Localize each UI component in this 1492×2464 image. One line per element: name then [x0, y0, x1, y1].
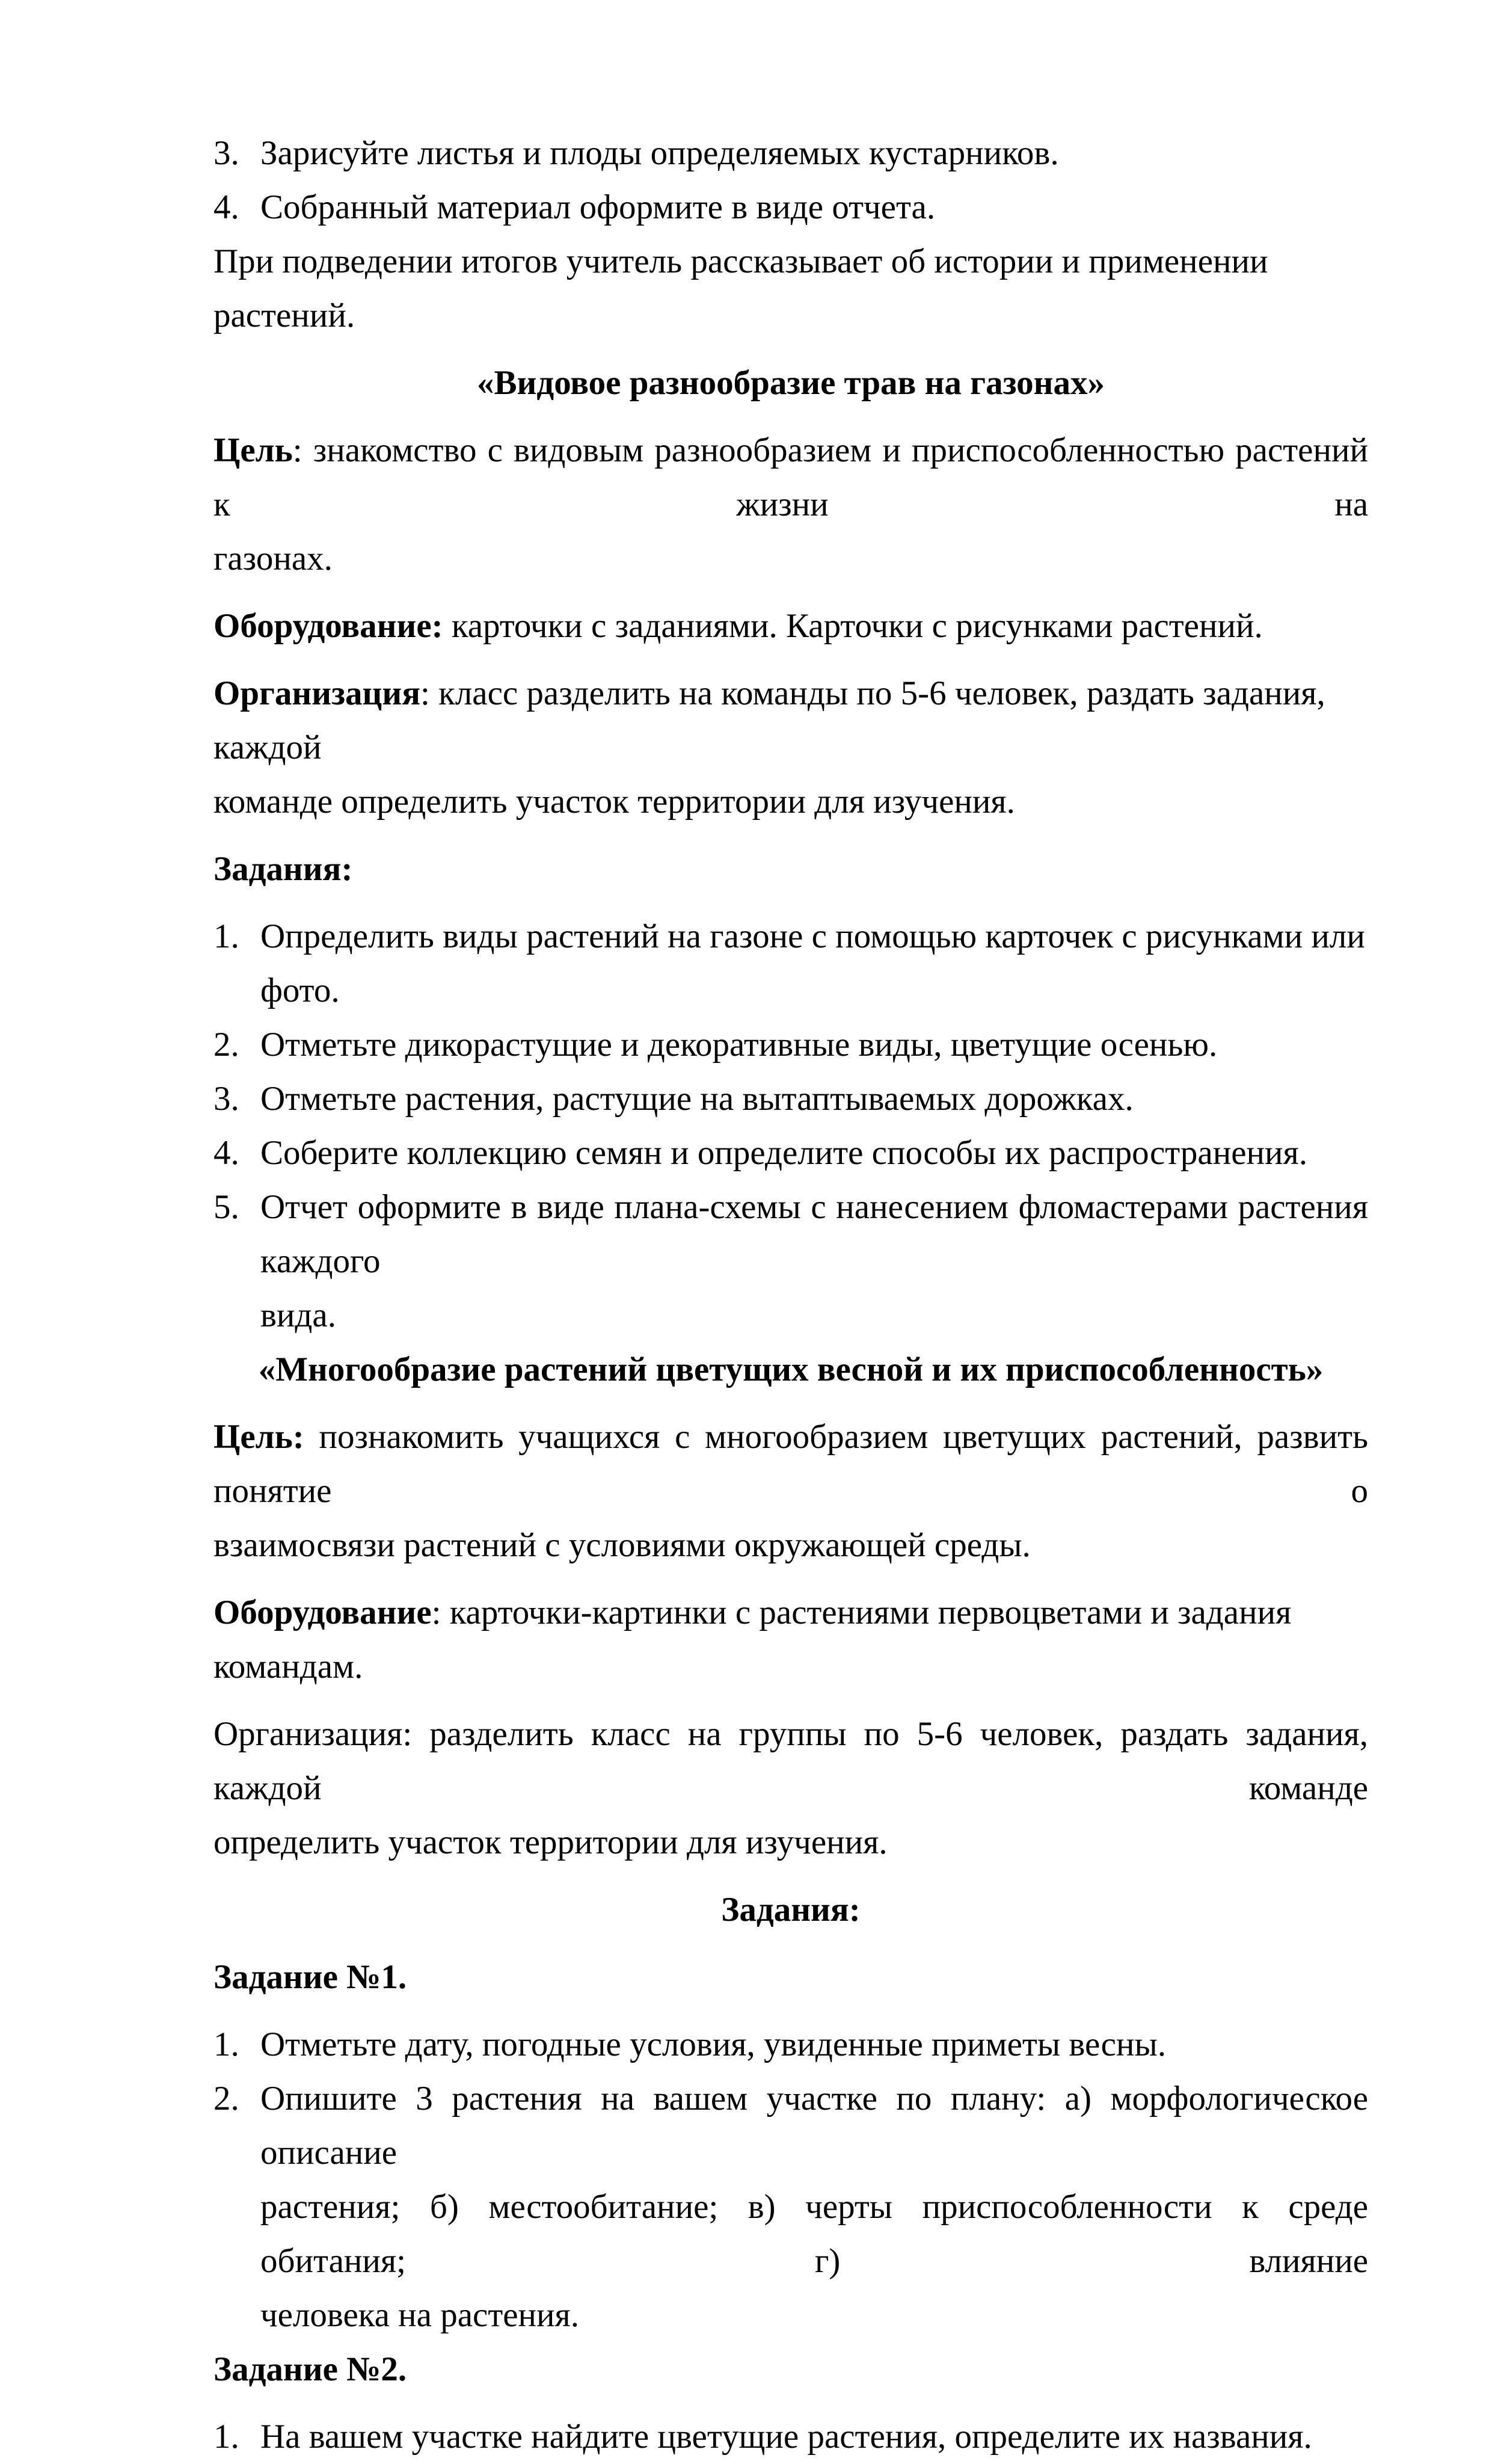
list-item-find-flowering-plants	[213, 2410, 1368, 2464]
list-item-text	[260, 1072, 1368, 1126]
text-run: : карточки-картинки с растениями первоцветами и задания командам.	[213, 1594, 1292, 1686]
list-item-text	[260, 2072, 1368, 2342]
text-line	[213, 356, 1368, 410]
list-number: 1.	[213, 917, 239, 955]
text-run: При подведении итогов учитель рассказывает об истории и применении растений.	[213, 242, 1268, 334]
list-item-note-date-weather	[213, 2018, 1368, 2072]
list-number: 2.	[213, 2080, 239, 2118]
paragraph-goal-2	[213, 1410, 1368, 1572]
paragraph-organization-1	[213, 667, 1368, 829]
list-item-mark-wild-decorative	[213, 1018, 1368, 1072]
list-item-text	[260, 1126, 1368, 1180]
text-line	[260, 126, 1368, 180]
text-run: Отметьте дикорастущие и декоративные виды, цветущие осенью.	[260, 1026, 1218, 1064]
text-run: Отметьте дату, погодные условия, увиденные приметы весны.	[260, 2025, 1167, 2063]
text-line	[260, 2180, 1368, 2288]
text-run: Отметьте растения, растущие на вытаптываемых дорожках.	[260, 1080, 1134, 1118]
list-item-describe-3-plants	[213, 2072, 1368, 2342]
text-line	[260, 2288, 1368, 2342]
text-line	[213, 2342, 1368, 2397]
bold-text-run: Цель:	[213, 1418, 304, 1456]
heading-task-no2	[213, 2342, 1368, 2397]
text-run: карточки с заданиями. Карточки с рисунками растений.	[443, 607, 1263, 645]
text-line	[260, 2018, 1368, 2072]
document-body	[213, 126, 1368, 2464]
list-item-identify-species	[213, 910, 1368, 1018]
list-number: 4.	[213, 188, 239, 226]
text-line	[213, 667, 1368, 775]
bold-text-run: «Многообразие растений цветущих весной и их приспособленность»	[258, 1351, 1324, 1388]
text-run: : класс разделить на команды по 5-6 человек, раздать задания, каждой	[213, 674, 1325, 766]
text-run: Опишите 3 растения на вашем участке по плану: а) морфологическое описание	[260, 2080, 1368, 2172]
text-run: На вашем участке найдите цветущие растения, определите их названия.	[260, 2418, 1312, 2456]
list-number: 1.	[213, 2418, 239, 2456]
text-run: определить участок территории для изучения.	[213, 1823, 888, 1861]
list-item-collected-material	[213, 180, 1368, 235]
heading-tasks-1	[213, 842, 1368, 896]
list-item-text	[260, 2410, 1368, 2464]
text-run: газонах.	[213, 540, 333, 578]
text-line	[213, 599, 1368, 653]
list-item-text	[260, 1018, 1368, 1072]
list-number: 2.	[213, 1026, 239, 1064]
text-line	[213, 235, 1368, 343]
list-item-seed-collection	[213, 1126, 1368, 1180]
bold-text-run: «Видовое разнообразие трав на газонах»	[477, 364, 1105, 402]
text-line	[260, 1018, 1368, 1072]
list-number: 5.	[213, 1188, 239, 1226]
list-number: 1.	[213, 2025, 239, 2063]
text-run: человека на растения.	[260, 2296, 580, 2334]
text-line	[213, 532, 1368, 586]
paragraph-equipment-1	[213, 599, 1368, 653]
text-line	[213, 1410, 1368, 1518]
text-line	[213, 1707, 1368, 1816]
text-line	[260, 1126, 1368, 1180]
heading-task-no1	[213, 1950, 1368, 2004]
list-item-text	[260, 1180, 1368, 1343]
text-run: познакомить учащихся с многообразием цветущих растений, развить понятие о	[213, 1418, 1368, 1510]
list-item-mark-trampled-paths	[213, 1072, 1368, 1126]
bold-text-run: Оборудование:	[213, 607, 443, 645]
bold-text-run: Оборудование	[213, 1594, 432, 1631]
text-run: вида.	[260, 1296, 336, 1334]
paragraph-organization-2	[213, 1707, 1368, 1870]
text-run: Определить виды растений на газоне с помощью карточек с рисунками или фото.	[260, 917, 1365, 1009]
text-run: команде определить участок территории для изучения.	[213, 783, 1015, 821]
paragraph-summary-note	[213, 235, 1368, 343]
paragraph-goal-1	[213, 424, 1368, 586]
text-line	[260, 2410, 1368, 2464]
text-line	[213, 1950, 1368, 2004]
text-line	[260, 1072, 1368, 1126]
bold-text-run: Задания:	[721, 1891, 861, 1929]
text-line	[213, 1816, 1368, 1870]
bold-text-run: Задания:	[213, 850, 353, 888]
list-item-sketch-leaves	[213, 126, 1368, 180]
paragraph-equipment-2	[213, 1586, 1368, 1694]
bold-text-run: Цель	[213, 431, 293, 469]
list-item-text	[260, 910, 1368, 1018]
list-number: 4.	[213, 1134, 239, 1172]
text-run: Организация: разделить класс на группы по 5-6 человек, раздать задания, каждой команде	[213, 1715, 1368, 1807]
text-line	[213, 1883, 1368, 1937]
list-item-text	[260, 180, 1368, 235]
heading-lawn-species-diversity	[213, 356, 1368, 410]
text-line	[260, 180, 1368, 235]
text-line	[260, 910, 1368, 1018]
text-run: растения; б) местообитание; в) черты приспособленности к среде обитания; г) влияние	[260, 2188, 1368, 2280]
list-number: 3.	[213, 1080, 239, 1118]
text-run: Зарисуйте листья и плоды определяемых кустарников.	[260, 134, 1059, 172]
bold-text-run: Организация	[213, 674, 421, 712]
heading-spring-flowering-diversity	[213, 1343, 1368, 1397]
text-run: : знакомство с видовым разнообразием и приспособленностью растений к жизни на	[213, 431, 1368, 523]
text-run: Собранный материал оформите в виде отчета.	[260, 188, 936, 226]
text-line	[213, 1343, 1368, 1397]
text-line	[260, 1180, 1368, 1289]
text-line	[213, 775, 1368, 829]
bold-text-run: Задание №2.	[213, 2350, 407, 2388]
bold-text-run: Задание №1.	[213, 1958, 407, 1996]
text-line	[260, 2072, 1368, 2180]
text-line	[213, 424, 1368, 532]
text-line	[213, 1586, 1368, 1694]
list-item-text	[260, 2018, 1368, 2072]
text-line	[260, 1289, 1368, 1343]
text-run: взаимосвязи растений с условиями окружающей среды.	[213, 1526, 1031, 1564]
text-run: Соберите коллекцию семян и определите способы их распространения.	[260, 1134, 1307, 1172]
text-line	[213, 1518, 1368, 1572]
text-run: Отчет оформите в виде плана-схемы с нанесением фломастерами растения каждого	[260, 1188, 1368, 1280]
list-item-report-plan-scheme	[213, 1180, 1368, 1343]
list-item-text	[260, 126, 1368, 180]
list-number: 3.	[213, 134, 239, 172]
heading-tasks-2	[213, 1883, 1368, 1937]
text-line	[213, 842, 1368, 896]
